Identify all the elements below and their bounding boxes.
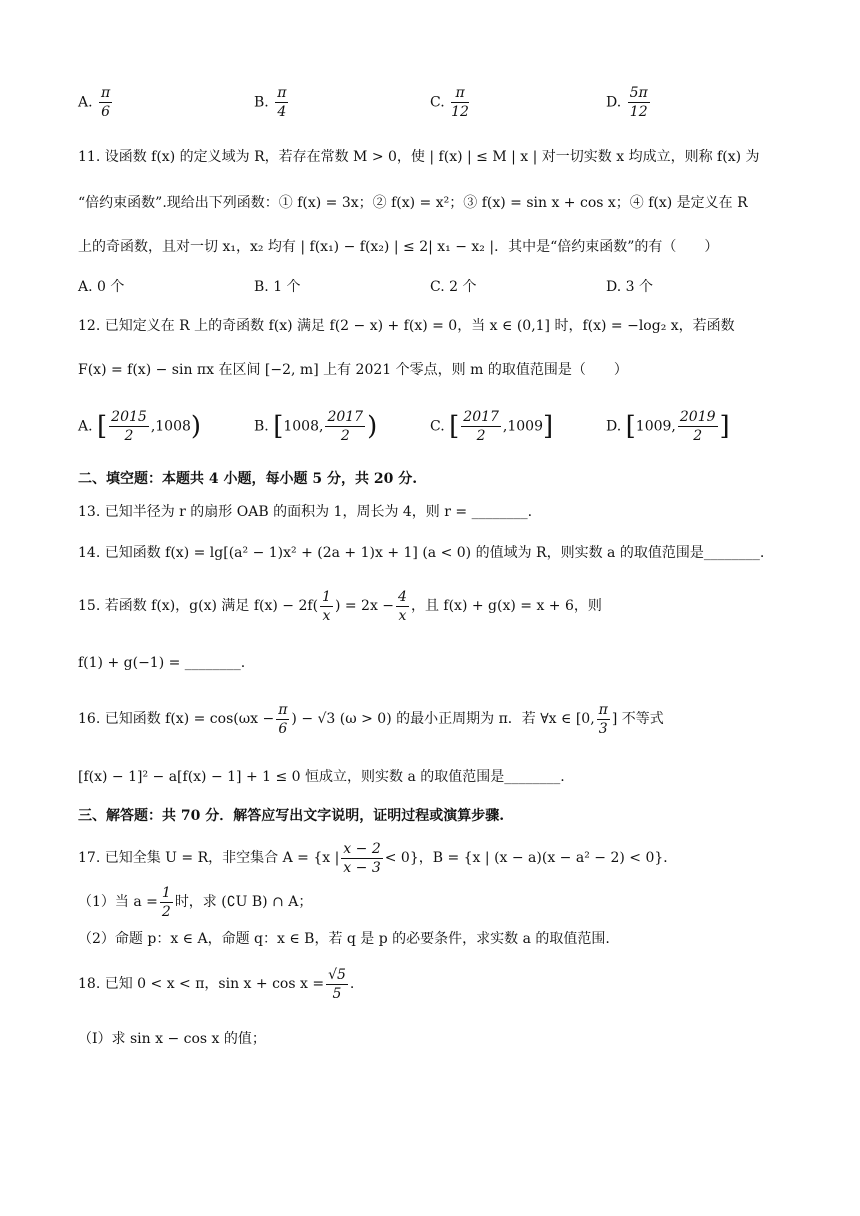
q17-part-1: （1）当 a = $\frac{1}{2}$ 时，求 (∁U B) ∩ A； [78, 884, 313, 920]
q11-option-c: C. 2 个 [430, 279, 477, 295]
q17-part-2: （2）命题 p：x ∈ A，命题 q：x ∈ B，若 q 是 p 的必要条件，求实数 a 的取值范围. [78, 931, 610, 947]
q10-option-a: A. $\frac{\pi}{6}$ [78, 85, 111, 120]
q11-line-3: 上的奇函数，且对一切 x₁，x₂ 均有 | f(x₁) − f(x₂) | ≤ 2| x₁ − x₂ |．其中是“倍约束函数”的有（ ） [78, 239, 719, 255]
q12-option-a: A. [ $\frac{2015}{2}$ ,1008) [78, 409, 202, 444]
q18-stem: 18. 已知 0 < x < π，sin x + cos x = $\frac{√5}{5}$ . [78, 966, 355, 1002]
q16-line-2: [f(x) − 1]² − a[f(x) − 1] + 1 ≤ 0 恒成立，则实数 a 的取值范围是________. [78, 769, 565, 785]
q12-line-1: 12. 已知定义在 R 上的奇函数 f(x) 满足 f(2 − x) + f(x) = 0，当 x ∈ (0,1] 时，f(x) = −log₂ x，若函数 [78, 318, 735, 334]
q11-line-1: 11. 设函数 f(x) 的定义域为 R，若存在常数 M > 0，使 | f(x) | ≤ M | x | 对一切实数 x 均成立，则称 f(x) 为 [78, 149, 760, 165]
q15-line-2: f(1) + g(−1) = ________. [78, 655, 246, 671]
section-3-heading: 三、解答题：共 70 分．解答应写出文字说明，证明过程或演算步骤. [78, 808, 505, 824]
q16-line-1: 16. 已知函数 f(x) = cos(ωx − $\frac{\pi}{6}$ ) − √3 (ω > 0) 的最小正周期为 π．若 ∀x ∈ [0, $\frac{\pi}{3}$ ] 不等式 [78, 701, 664, 737]
q18-part-1: （Ⅰ）求 sin x − cos x 的值； [78, 1031, 266, 1047]
q11-option-a: A. 0 个 [78, 279, 125, 295]
q14-text: 14. 已知函数 f(x) = lg[(a² − 1)x² + (2a + 1)x + 1] (a < 0) 的值域为 R，则实数 a 的取值范围是________. [78, 545, 765, 561]
section-2-heading: 二、填空题：本题共 4 小题，每小题 5 分，共 20 分. [78, 471, 418, 487]
q10-option-d: D. $\frac{5\pi}{12}$ [606, 85, 648, 120]
q11-option-b: B. 1 个 [254, 279, 301, 295]
q15-line-1: 15. 若函数 f(x)，g(x) 满足 f(x) − 2f( $\frac{1}{x}$ ) = 2x − $\frac{4}{x}$ ，且 f(x) + g(x) = x + 6，则 [78, 588, 602, 624]
q13-text: 13. 已知半径为 r 的扇形 OAB 的面积为 1，周长为 4，则 r = ________. [78, 504, 533, 520]
q12-option-d: D. [1009, $\frac{2019}{2}$ ] [606, 409, 730, 444]
q10-option-c: C. $\frac{\pi}{12}$ [430, 85, 469, 120]
q11-line-2: “倍约束函数”.现给出下列函数：① f(x) = 3x；② f(x) = x²；③ f(x) = sin x + cos x；④ f(x) 是定义在 R [78, 195, 748, 211]
q10-option-b: B. $\frac{\pi}{4}$ [254, 85, 287, 120]
q17-stem: 17. 已知全集 U = R，非空集合 A = {x | $\frac{x - 2}{x - 3}$ < 0}，B = {x | (x − a)(x − a² − 2) < 0}． [78, 840, 678, 876]
q12-line-2: F(x) = f(x) − sin πx 在区间 [−2, m] 上有 2021 个零点，则 m 的取值范围是（ ） [78, 362, 628, 378]
q11-option-d: D. 3 个 [606, 279, 653, 295]
q12-option-b: B. [1008, $\frac{2017}{2}$ ) [254, 409, 378, 444]
q12-option-c: C. [ $\frac{2017}{2}$ ,1009] [430, 409, 554, 444]
